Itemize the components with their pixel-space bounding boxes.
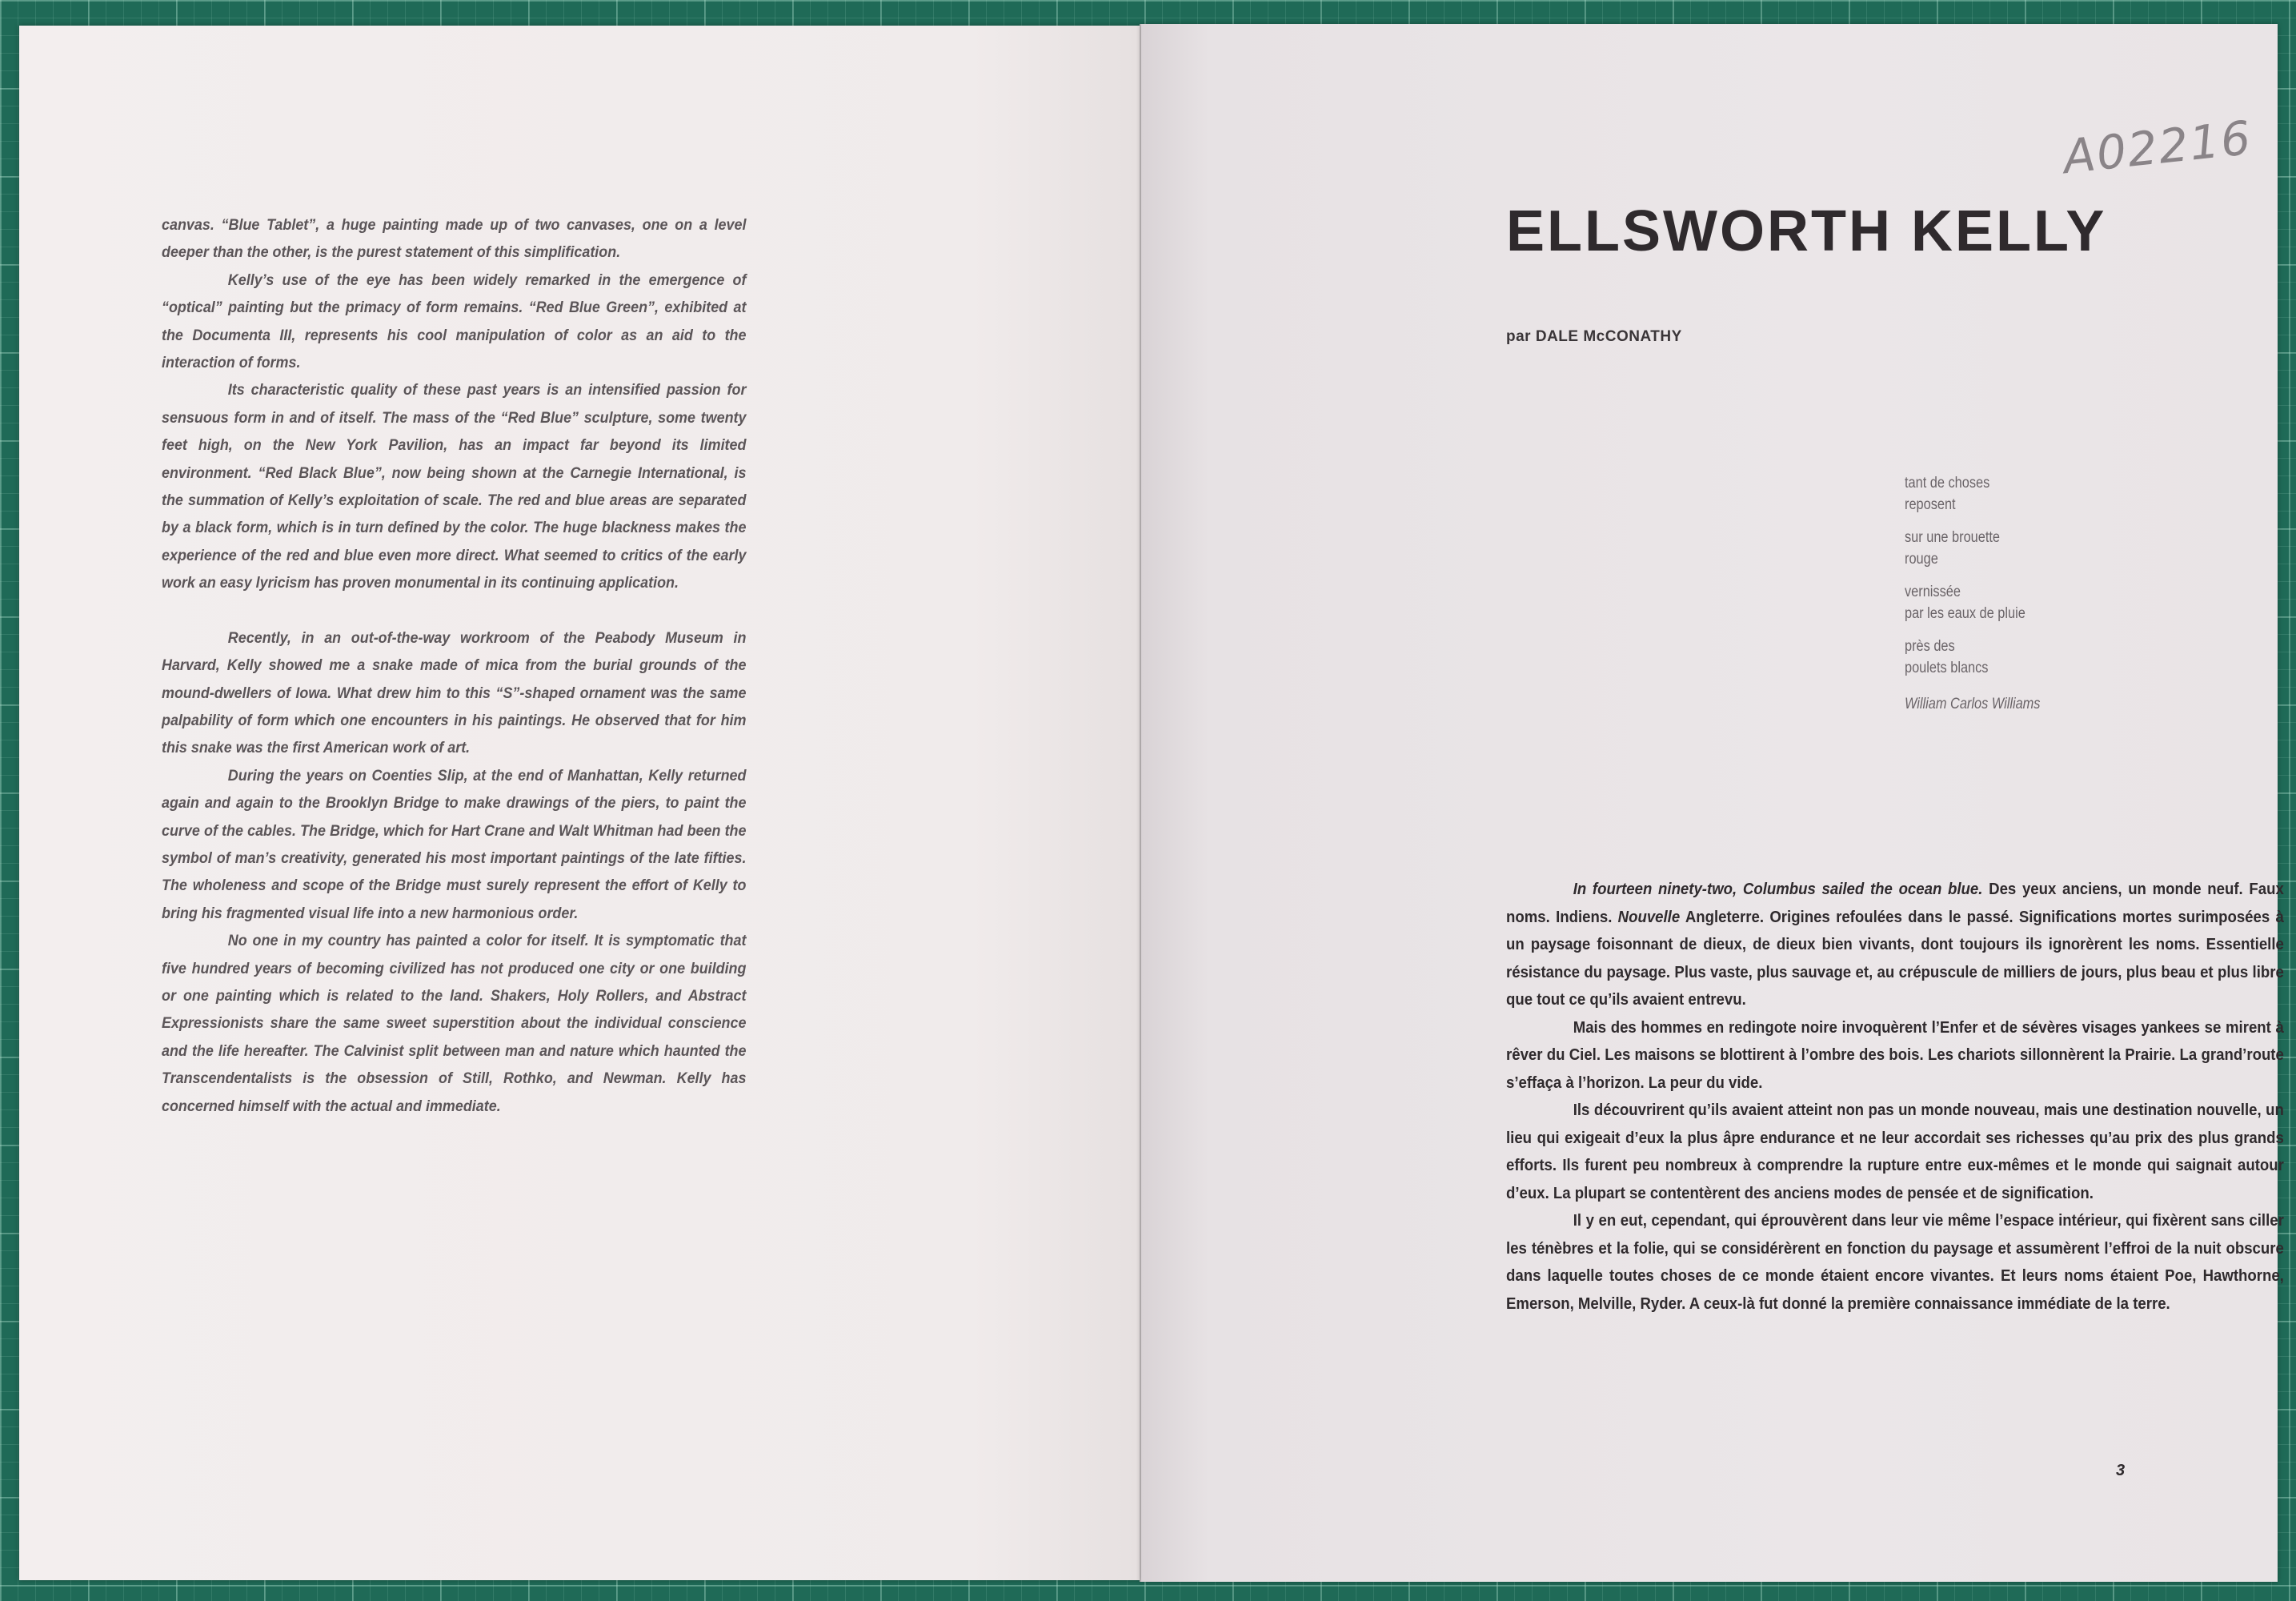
left-paragraph-2: Kelly’s use of the eye has been widely remarked in the emergence of “optical” painting but the primacy of form remains. “Red Blue Green”, exhibited at the Documenta III, represents his cool manipulation of color as an aid to the interaction of forms. xyxy=(162,271,747,372)
right-paragraph-4: Il y en eut, cependant, qui éprouvèrent dans leur vie même l’espace intérieur, qui fixèrent sans ciller les ténèbres et la folie, qui se considérèrent en fonction du paysage et assumèrent l’effroi de la nuit obscure dans laquelle toutes choses de ce monde étaient encore vivantes. Et leurs noms étaient Poe, Hawthorne, Emerson, Melville, Ryder. A ceux-là fut donné la première connaissance immédiate de la terre. xyxy=(1506,1212,2284,1313)
left-paragraph-5: During the years on Coenties Slip, at the end of Manhattan, Kelly returned again and again to the Brooklyn Bridge to make drawings of the piers, to paint the curve of the cables. The Bridge, which for Hart Crane and Walt Whitman had been the symbol of man’s creativity, generated his most important paintings of the late fifties. The wholeness and scope of the Bridge must surely represent the effort of Kelly to bring his fragmented visual life into a new harmonious order. xyxy=(162,766,747,922)
paragraph-text: Des yeux anciens, un monde neuf. Faux noms. Indiens. xyxy=(1506,881,2284,926)
poem-line: sur une brouette xyxy=(1905,529,2001,546)
poem-stanza xyxy=(1905,527,2111,570)
epigraph-poem xyxy=(1905,472,2111,715)
left-page xyxy=(19,26,1141,1580)
poem-line: tant de choses xyxy=(1905,475,1990,492)
poem-stanza xyxy=(1905,636,2111,679)
page-number: 3 xyxy=(2116,1462,2126,1479)
article-title: ELLSWORTH KELLY xyxy=(1506,199,2107,263)
left-paragraph-1: canvas. “Blue Tablet”, a huge painting made up of two canvases, one on a level deeper than the other, is the purest statement of this simplification. xyxy=(162,216,747,262)
handwritten-inventory-number: A02216 xyxy=(2061,110,2255,185)
left-paragraph-4: Recently, in an out-of-the-way workroom of the Peabody Museum in Harvard, Kelly showed me a snake made of mica from the burial grounds of the mound-dwellers of Iowa. What drew him to this “S”-shaped ornament was the same palpability of form which one encounters in his paintings. He observed that for him this snake was the first American work of art. xyxy=(162,628,747,757)
poem-line: vernissée xyxy=(1905,584,1961,600)
poem-line: reposent xyxy=(1905,496,1956,513)
poem-line: poulets blancs xyxy=(1905,660,1989,676)
right-page-body xyxy=(1506,876,2284,1318)
poem-stanza xyxy=(1905,472,2111,516)
poem-line: par les eaux de pluie xyxy=(1905,605,2026,622)
intro-italic: In fourteen ninety-two, Columbus sailed the ocean blue. xyxy=(1573,881,1983,898)
poem-line: rouge xyxy=(1905,551,1938,568)
right-paragraph-2: Mais des hommes en redingote noire invoquèrent l’Enfer et de sévères visages yankees se mirent à rêver du Ciel. Les maisons se blottirent à l’ombre des bois. Les chariots sillonnèrent la Prairie. La grand’route s’effaça à l’horizon. La peur du vide. xyxy=(1506,1018,2284,1092)
left-page-body xyxy=(162,211,746,1120)
poem-attribution: William Carlos Williams xyxy=(1905,696,2041,712)
right-page xyxy=(1141,24,2284,1582)
poem-line: près des xyxy=(1905,638,1955,655)
italic-word: Nouvelle xyxy=(1617,908,1681,926)
right-paragraph-3: Ils découvrirent qu’ils avaient atteint non pas un monde nouveau, mais une destination nouvelle, un lieu qui exigeait d’eux la plus âpre endurance et ne leur accordait ses richesses qu’au prix des plus grands efforts. Ils furent peu nombreux à comprendre la rupture entre eux-mêmes et le monde qui saignait autour d’eux. La plupart se contentèrent des anciens modes de pensée et de signification. xyxy=(1506,1101,2284,1202)
right-paragraph-1 xyxy=(1506,876,2284,1014)
paragraph-text: Angleterre. Origines refoulées dans le passé. Significations mortes surimposées à un paysage foisonnant de dieux, de dieux bien vivants, dont toujours ils ignorèrent les noms. Essentielle résistance du paysage. Plus vaste, plus sauvage et, au crépuscule de milliers de jours, plus beau et plus libre que tout ce qu’ils avaient entrevu. xyxy=(1506,908,2284,1009)
poem-stanza xyxy=(1905,581,2111,624)
left-paragraph-3: Its characteristic quality of these past years is an intensified passion for sensuous form in and of itself. The mass of the “Red Blue” sculpture, some twenty feet high, on the New York Pavilion, has an impact far beyond its limited environment. “Red Black Blue”, now being shown at the Carnegie International, is the summation of Kelly’s exploitation of scale. The red and blue areas are separated by a black form, which is in turn defined by the color. The huge blackness makes the experience of the red and blue even more direct. What seemed to critics of the early work an easy lyricism has proven monumental in its continuing application. xyxy=(162,381,747,592)
byline: par DALE McCONATHY xyxy=(1506,328,1682,345)
left-paragraph-6: No one in my country has painted a color for itself. It is symptomatic that five hundred years of becoming civilized has not produced one city or one building or one painting which is related to the land. Shakers, Holy Rollers, and Abstract Expressionists share the same sweet superstition about the individual conscience and the life hereafter. The Calvinist split between man and nature which haunted the Transcendentalists is the obsession of Still, Rothko, and Newman. Kelly has concerned himself with the actual and immediate. xyxy=(162,932,747,1115)
